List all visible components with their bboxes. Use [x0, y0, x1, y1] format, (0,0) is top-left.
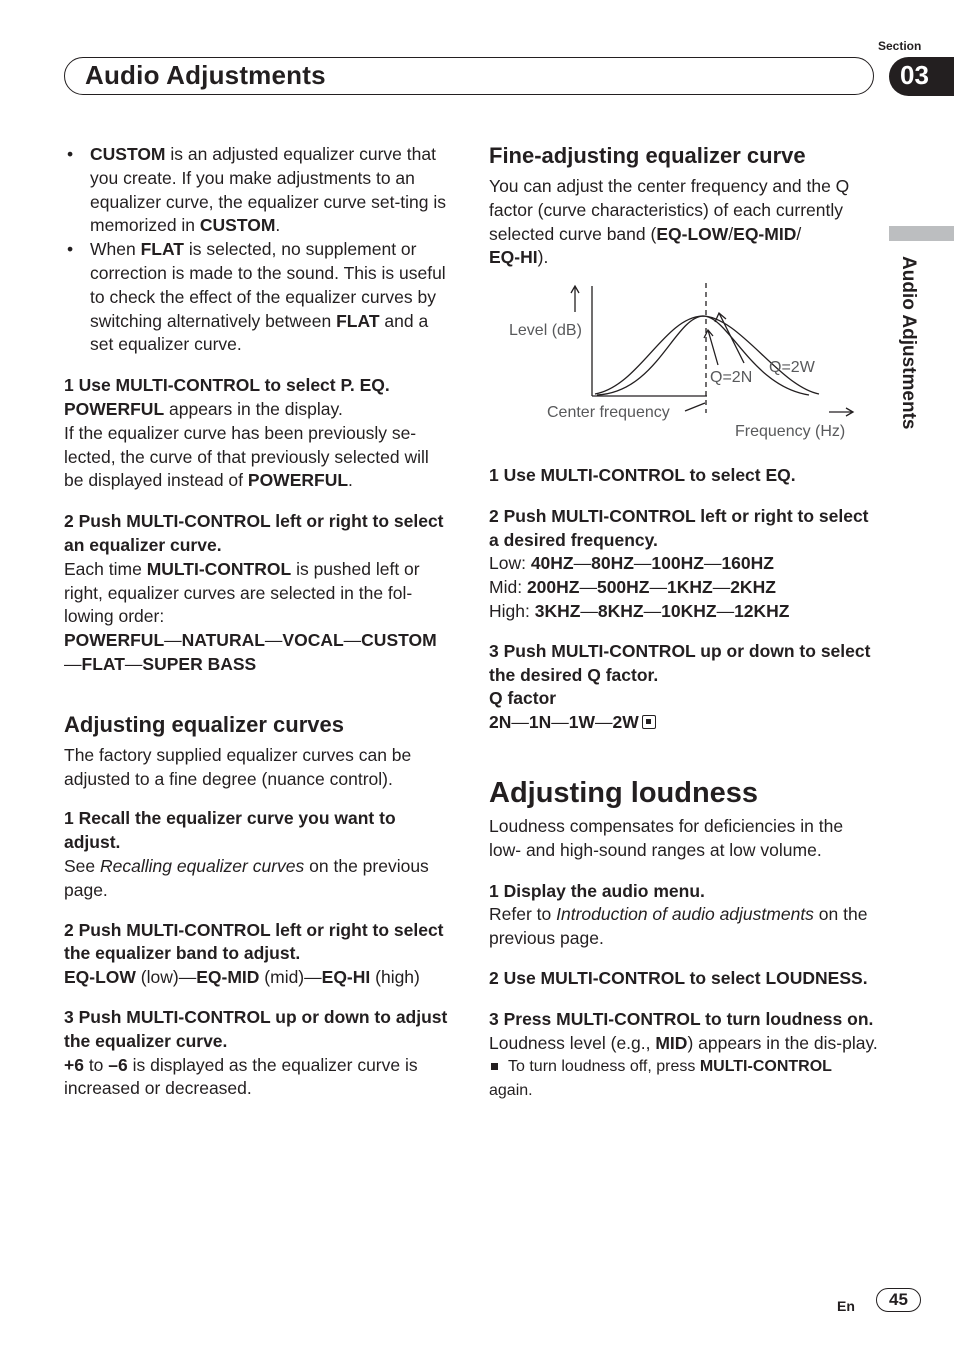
- curve-q2n: [597, 316, 809, 395]
- curve-sequence: POWERFUL—NATURAL—VOCAL—CUSTOM —FLAT—SUPER BASS: [64, 630, 437, 674]
- leader-q2w: [719, 313, 744, 363]
- astep2-text: EQ-LOW (low)—EQ-MID (mid)—EQ-HI (high): [64, 967, 420, 988]
- leader-center: [685, 403, 705, 411]
- q2w-label: Q=2W: [769, 359, 815, 376]
- q-factor-label: Q factor: [489, 688, 557, 709]
- step2-title: 2 Push MULTI-CONTROL left or right to select an equalizer curve.: [64, 511, 444, 555]
- adjust-intro: The factory supplied equalizer curves can be adjusted to a fine degree (nuance control).: [64, 744, 412, 789]
- lstep2-title: 2 Use MULTI-CONTROL to select LOUDNESS.: [489, 967, 868, 988]
- astep1-text: See Recalling equalizer curves on the previous page.: [64, 855, 429, 900]
- step2-text: Each time MULTI-CONTROL is pushed left or right, equalizer curves are selected in the fol-lowing order:: [64, 558, 420, 627]
- page-number: 45: [876, 1288, 921, 1312]
- eq-curve-diagram: [489, 278, 869, 448]
- end-mark-icon: [642, 715, 656, 729]
- freq-high: High: 3KHZ—8KHZ—10KHZ—12KHZ: [489, 600, 790, 621]
- step1-note: If the equalizer curve has been previously se-lected, the curve of that previously selected will be displayed instead of POWERFUL.: [64, 422, 429, 491]
- freq-mid: Mid: 200HZ—500HZ—1KHZ—2KHZ: [489, 577, 776, 598]
- lstep3-title: 3 Press MULTI-CONTROL to turn loudness on.: [489, 1008, 874, 1029]
- fstep2-title: 2 Push MULTI-CONTROL left or right to select a desired frequency.: [489, 505, 869, 550]
- fstep1-title: 1 Use MULTI-CONTROL to select EQ.: [489, 465, 796, 485]
- curve-q2w: [595, 316, 819, 394]
- lstep3-note: To turn loudness off, press MULTI-CONTROL again.: [489, 1058, 832, 1100]
- page-title: Audio Adjustments: [85, 60, 326, 90]
- astep3-title: 3 Push MULTI-CONTROL up or down to adjust the equalizer curve.: [64, 1006, 448, 1051]
- step1-title: 1 Use MULTI-CONTROL to select P. EQ.: [64, 375, 390, 396]
- q-sequence: 2N—1N—1W—2W: [489, 711, 879, 735]
- frequency-label: Frequency (Hz): [735, 423, 846, 440]
- step1-text: POWERFUL appears in the display.: [64, 398, 343, 419]
- bullet-flat: • When FLAT is selected, no supplement or correction is made to the sound. This is useful to check the effect of the equalizer curves by switching alternatively between FLAT and a set equalizer curve.: [64, 238, 452, 357]
- astep1-title: 1 Recall the equalizer curve you want to adjust.: [64, 808, 396, 853]
- lstep1-title: 1 Display the audio menu.: [489, 880, 705, 901]
- fine-heading: Fine-adjusting equalizer curve: [489, 143, 806, 168]
- astep2-title: 2 Push MULTI-CONTROL left or right to select the equalizer band to adjust.: [64, 919, 444, 964]
- q2n-label: Q=2N: [710, 369, 753, 386]
- level-label: Level (dB): [509, 322, 582, 339]
- note-square-icon: [491, 1063, 498, 1070]
- freq-low: Low: 40HZ—80HZ—100HZ—160HZ: [489, 553, 774, 574]
- side-tab-bar: [889, 226, 954, 241]
- fine-intro: You can adjust the center frequency and the Q factor (curve characteristics) of each currently selected curve band (EQ-LOW/EQ-MID/ EQ-HI).: [489, 176, 850, 268]
- astep3-text: +6 to –6 is displayed as the equalizer curve is increased or decreased.: [64, 1054, 418, 1099]
- language-label: En: [837, 1298, 855, 1314]
- section-label: Section: [878, 39, 922, 53]
- bullet-custom: • CUSTOM is an adjusted equalizer curve that you create. If you make adjustments to an equalizer curve, the equalizer curve set-ting is memorized in CUSTOM.: [64, 143, 452, 238]
- lstep1-text: Refer to Introduction of audio adjustments on the previous page.: [489, 904, 868, 949]
- loudness-intro: Loudness compensates for deficiencies in the low- and high-sound ranges at low volume.: [489, 815, 844, 860]
- adjust-heading: Adjusting equalizer curves: [64, 711, 344, 737]
- fstep3-title: 3 Push MULTI-CONTROL up or down to select the desired Q factor.: [489, 640, 871, 685]
- section-number-badge: 03: [889, 57, 954, 96]
- right-column-lower: [489, 464, 879, 1103]
- loudness-heading: Adjusting loudness: [489, 776, 759, 809]
- side-tab-label: Audio Adjustments: [898, 256, 919, 430]
- right-column: [489, 143, 879, 270]
- lstep3-text: Loudness level (e.g., MID) appears in the dis-play.: [489, 1032, 878, 1053]
- center-frequency-label: Center frequency: [547, 404, 670, 421]
- left-column: [64, 143, 452, 1101]
